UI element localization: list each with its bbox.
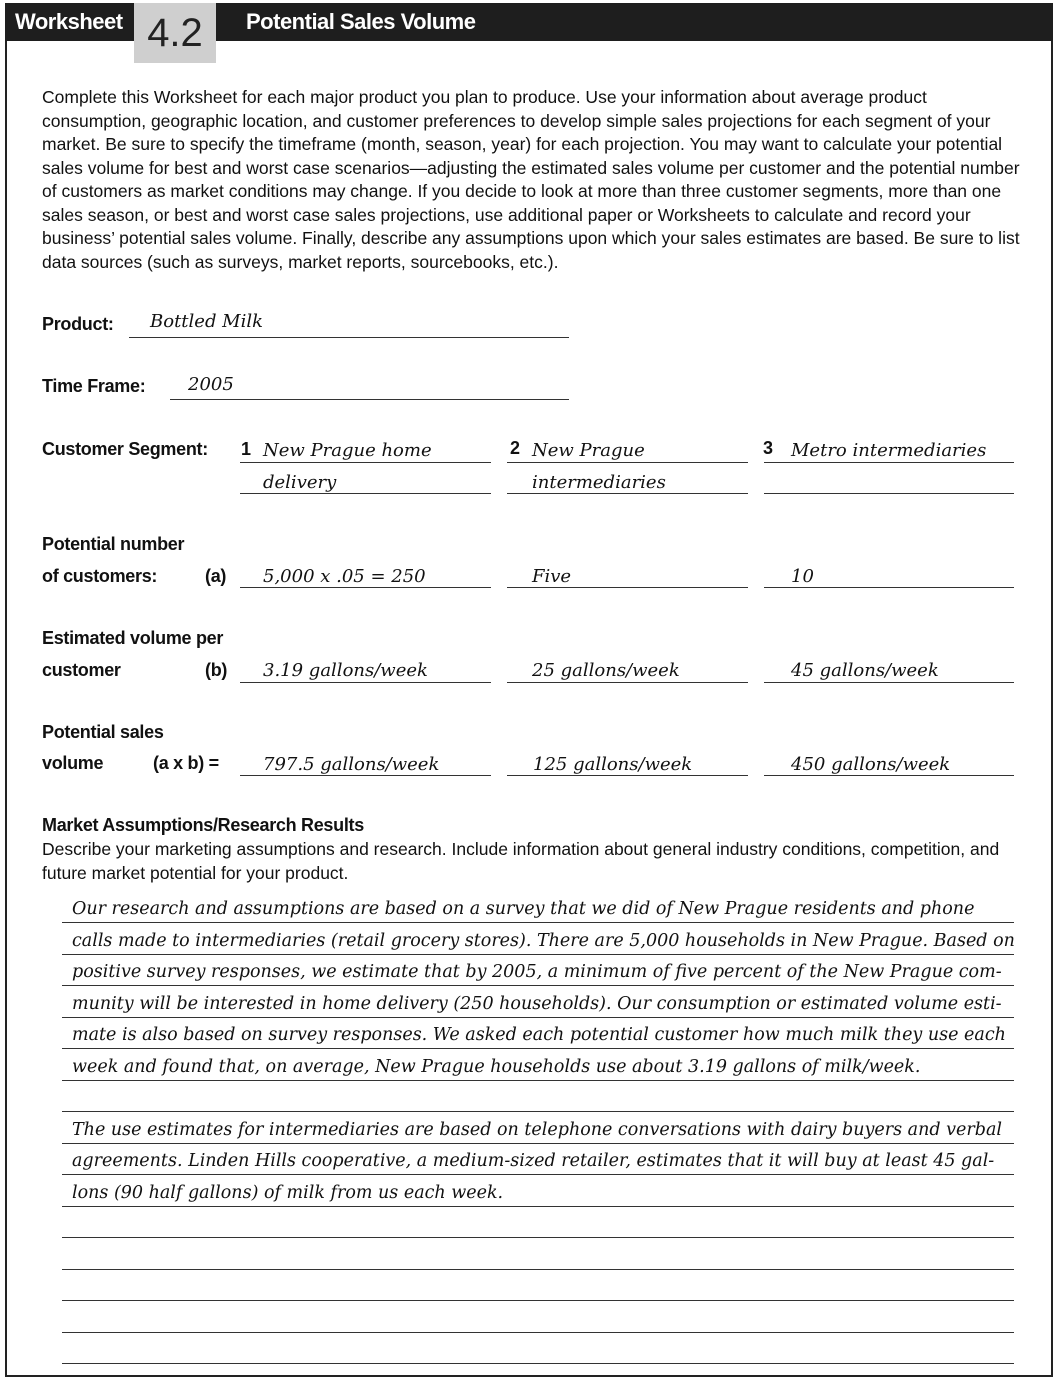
customers-value-3[interactable]: 10 <box>791 566 814 587</box>
customers-value-1[interactable]: 5,000 x .05 = 250 <box>263 566 426 587</box>
research-rule <box>62 1269 1014 1270</box>
volume-value-2[interactable]: 25 gallons/week <box>532 660 680 681</box>
sales-rule-3 <box>764 775 1014 776</box>
customers-label-line1: Potential number <box>42 534 185 554</box>
segment-label: Customer Segment: <box>42 439 208 459</box>
sales-rule-2 <box>507 775 748 776</box>
timeframe-line <box>170 399 569 400</box>
research-text-line: agreements. Linden Hills cooperative, a medium-sized retailer, estimates that it will buy at least 45 gal- <box>72 1151 995 1171</box>
segment-2-line1[interactable]: New Prague <box>532 440 645 461</box>
research-rule <box>62 922 1014 923</box>
segment-1-rule2 <box>240 493 491 494</box>
segment-1-number: 1 <box>241 439 252 459</box>
volume-rule-1 <box>240 682 491 683</box>
sales-value-1[interactable]: 797.5 gallons/week <box>263 754 440 775</box>
segment-2-line2[interactable]: intermediaries <box>532 472 666 493</box>
research-rule <box>62 1300 1014 1301</box>
volume-value-1[interactable]: 3.19 gallons/week <box>263 660 428 681</box>
research-rule <box>62 1143 1014 1144</box>
segment-1-line2[interactable]: delivery <box>263 472 337 493</box>
sales-rule-1 <box>240 775 491 776</box>
sales-value-2[interactable]: 125 gallons/week <box>533 754 693 775</box>
customers-value-2[interactable]: Five <box>532 566 572 587</box>
worksheet-label: Worksheet <box>15 9 123 34</box>
segment-3-line1[interactable]: Metro intermediaries <box>791 440 987 461</box>
research-rule <box>62 1080 1014 1081</box>
product-label: Product: <box>42 314 114 334</box>
volume-tag: (b) <box>205 660 228 680</box>
customers-tag: (a) <box>205 566 227 586</box>
research-text-line: positive survey responses, we estimate that by 2005, a minimum of five percent of the New Prague com- <box>72 962 1002 982</box>
timeframe-label: Time Frame: <box>42 376 146 396</box>
volume-rule-2 <box>507 682 748 683</box>
customers-rule-3 <box>764 587 1014 588</box>
segment-1-rule1 <box>240 462 491 463</box>
segment-3-rule1 <box>764 462 1014 463</box>
research-rule <box>62 954 1014 955</box>
research-text-line: Our research and assumptions are based on a survey that we did of New Prague residents and phone <box>72 899 975 919</box>
sales-label-line2: volume <box>42 753 104 773</box>
research-text-line: week and found that, on average, New Prague households use about 3.19 gallons of milk/week. <box>72 1057 921 1077</box>
product-line <box>129 337 569 338</box>
research-rule <box>62 1206 1014 1207</box>
research-rule <box>62 985 1014 986</box>
research-text-line: calls made to intermediaries (retail grocery stores). There are 5,000 households in New Prague. Based on <box>72 931 1015 951</box>
segment-1-line1[interactable]: New Prague home <box>263 440 432 461</box>
segment-2-number: 2 <box>510 438 521 458</box>
instructions-paragraph: Complete this Worksheet for each major product you plan to produce. Use your information about average product consumption, geographic location, and customer preferences to develop simple sales projections for each segment of your market. Be sure to specify the timeframe (month, season, year) for each projection. You may want to calculate your potential sales volume for best and worst case scenarios—adjusting the estimated sales volume per customer and the potential number of customers as market conditions may change. If you decide to look at more than three customer segments, more than one sales season, or best and worst case sales projections, use additional paper or Worksheets to calculate and record your business’ potential sales volume. Finally, describe any assumptions upon which your sales estimates are based. Be sure to list data sources (such as surveys, market reports, sourcebooks, etc.). <box>42 87 1020 272</box>
research-description: Describe your marketing assumptions and research. Include information about general industry conditions, competition, and future market potential for your product. <box>42 839 1000 883</box>
research-rule <box>62 1363 1014 1364</box>
research-rule <box>62 1237 1014 1238</box>
segment-2-rule1 <box>507 462 748 463</box>
research-rule <box>62 1048 1014 1049</box>
volume-rule-3 <box>764 682 1014 683</box>
product-value[interactable]: Bottled Milk <box>150 311 264 332</box>
timeframe-value[interactable]: 2005 <box>188 374 234 395</box>
segment-2-rule2 <box>507 493 748 494</box>
research-text-line: lons (90 half gallons) of milk from us each week. <box>72 1183 504 1203</box>
segment-3-number: 3 <box>763 438 774 458</box>
research-text-line: The use estimates for intermediaries are based on telephone conversations with dairy buyers and verbal <box>72 1120 1002 1140</box>
research-rule <box>62 1111 1014 1112</box>
research-heading: Market Assumptions/Research Results <box>42 815 364 835</box>
volume-label-line1: Estimated volume per <box>42 628 224 648</box>
customers-rule-2 <box>507 587 748 588</box>
research-text-line: munity will be interested in home delivery (250 households). Our consumption or estimated volume esti- <box>72 994 1002 1014</box>
sales-value-3[interactable]: 450 gallons/week <box>791 754 951 775</box>
customers-label-line2: of customers: <box>42 566 158 586</box>
segment-3-rule2 <box>764 493 1014 494</box>
worksheet-title: Potential Sales Volume <box>246 9 476 34</box>
volume-value-3[interactable]: 45 gallons/week <box>791 660 939 681</box>
customers-rule-1 <box>240 587 491 588</box>
research-rule <box>62 1332 1014 1333</box>
sales-tag: (a x b) = <box>153 753 219 773</box>
sales-label-line1: Potential sales <box>42 722 164 742</box>
research-text-line: mate is also based on survey responses. We asked each potential customer how much milk they use each <box>72 1025 1006 1045</box>
research-rule <box>62 1174 1014 1175</box>
volume-label-line2: customer <box>42 660 121 680</box>
worksheet-number: 4.2 <box>134 3 216 63</box>
research-rule <box>62 1017 1014 1018</box>
